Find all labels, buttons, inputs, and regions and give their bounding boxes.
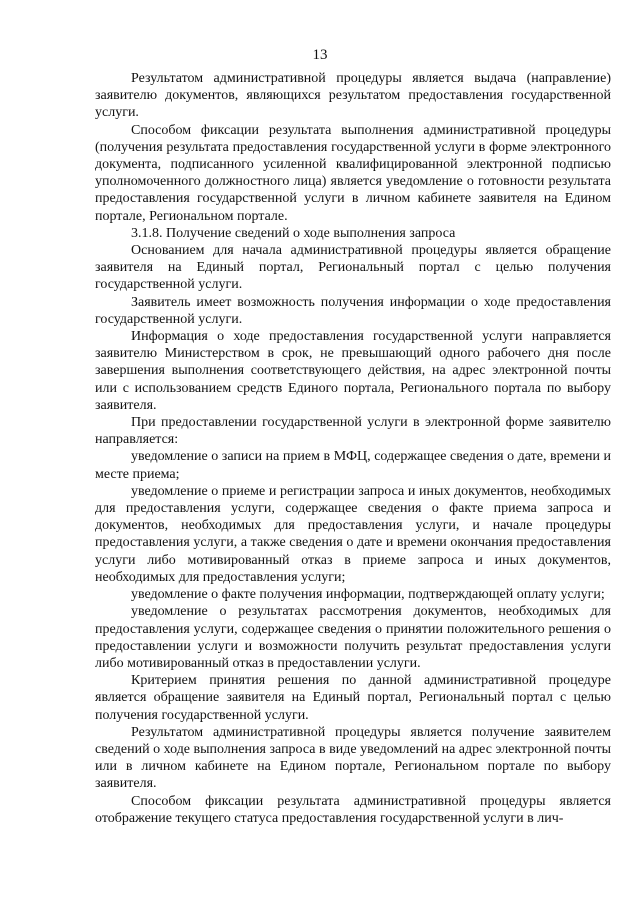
paragraph: Способом фиксации результата выполнения административной процедуры (получения результата предоставления государственной услуги в форме электронного документа, подписанного усиленной квалифицированной электронной подписью уполномоченного должностного лица) является уведомление о готовности результата предоставления государственной услуги в личном кабинете заявителя на Едином портале, Региональном портале. — [95, 122, 611, 224]
paragraph: Информация о ходе предоставления государственной услуги направляется заявителю Министерством в срок, не превышающий одного рабочего дня после завершения выполнения соответствующего действия, на адрес электронной почты или с использованием средств Единого портала, Регионального портала по выбору заявителя. — [95, 329, 611, 413]
paragraph: Заявитель имеет возможность получения информации о ходе предоставления государственной услуги. — [95, 294, 611, 327]
list-item: уведомление о записи на прием в МФЦ, содержащее сведения о дате, времени и месте приема; — [95, 449, 611, 482]
section-heading: 3.1.8. Получение сведений о ходе выполнения запроса — [131, 225, 456, 241]
paragraph: Результатом административной процедуры является выдача (направление) заявителю документов, являющихся результатом предоставления государственной услуги. — [95, 71, 611, 121]
paragraph: Способом фиксации результата административной процедуры является отображение текущего статуса предоставления государственной услуги в лич- — [95, 793, 611, 826]
list-item: уведомление о результатах рассмотрения документов, необходимых для предоставления услуги, содержащее сведения о принятии положительного решения о предоставлении услуги и возможности получить результат предоставления услуги либо мотивированный отказ в предоставлении услуги. — [95, 604, 611, 671]
paragraph: Результатом административной процедуры является получение заявителем сведений о ходе выполнения запроса в виде уведомлений на адрес электронной почты или в личном кабинете на Едином портале, Региональном портале по выбору заявителя. — [95, 724, 611, 792]
paragraph: Основанием для начала административной процедуры является обращение заявителя на Единый портал, Региональный портал с целью получения государственной услуги. — [95, 243, 611, 293]
page-number: 13 — [312, 47, 328, 63]
paragraph: При предоставлении государственной услуги в электронной форме заявителю направляется: — [95, 415, 611, 448]
list-item: уведомление о факте получения информации, подтверждающей оплату услуги; — [131, 587, 605, 603]
body-text — [95, 70, 611, 827]
paragraph: Критерием принятия решения по данной административной процедуре является обращение заявителя на Единый портал, Региональный портал с целью получения государственной услуги. — [95, 673, 611, 723]
list-item: уведомление о приеме и регистрации запроса и иных документов, необходимых для предоставления услуги, содержащее сведения о факте приема запроса и документов, необходимых для предоставления услуги, и начале процедуры предоставления услуги, а также сведения о дате и времени окончания предоставления услуги либо мотивированный отказ в приеме запроса и иных документов, необходимых для предоставления услуги; — [95, 483, 611, 585]
